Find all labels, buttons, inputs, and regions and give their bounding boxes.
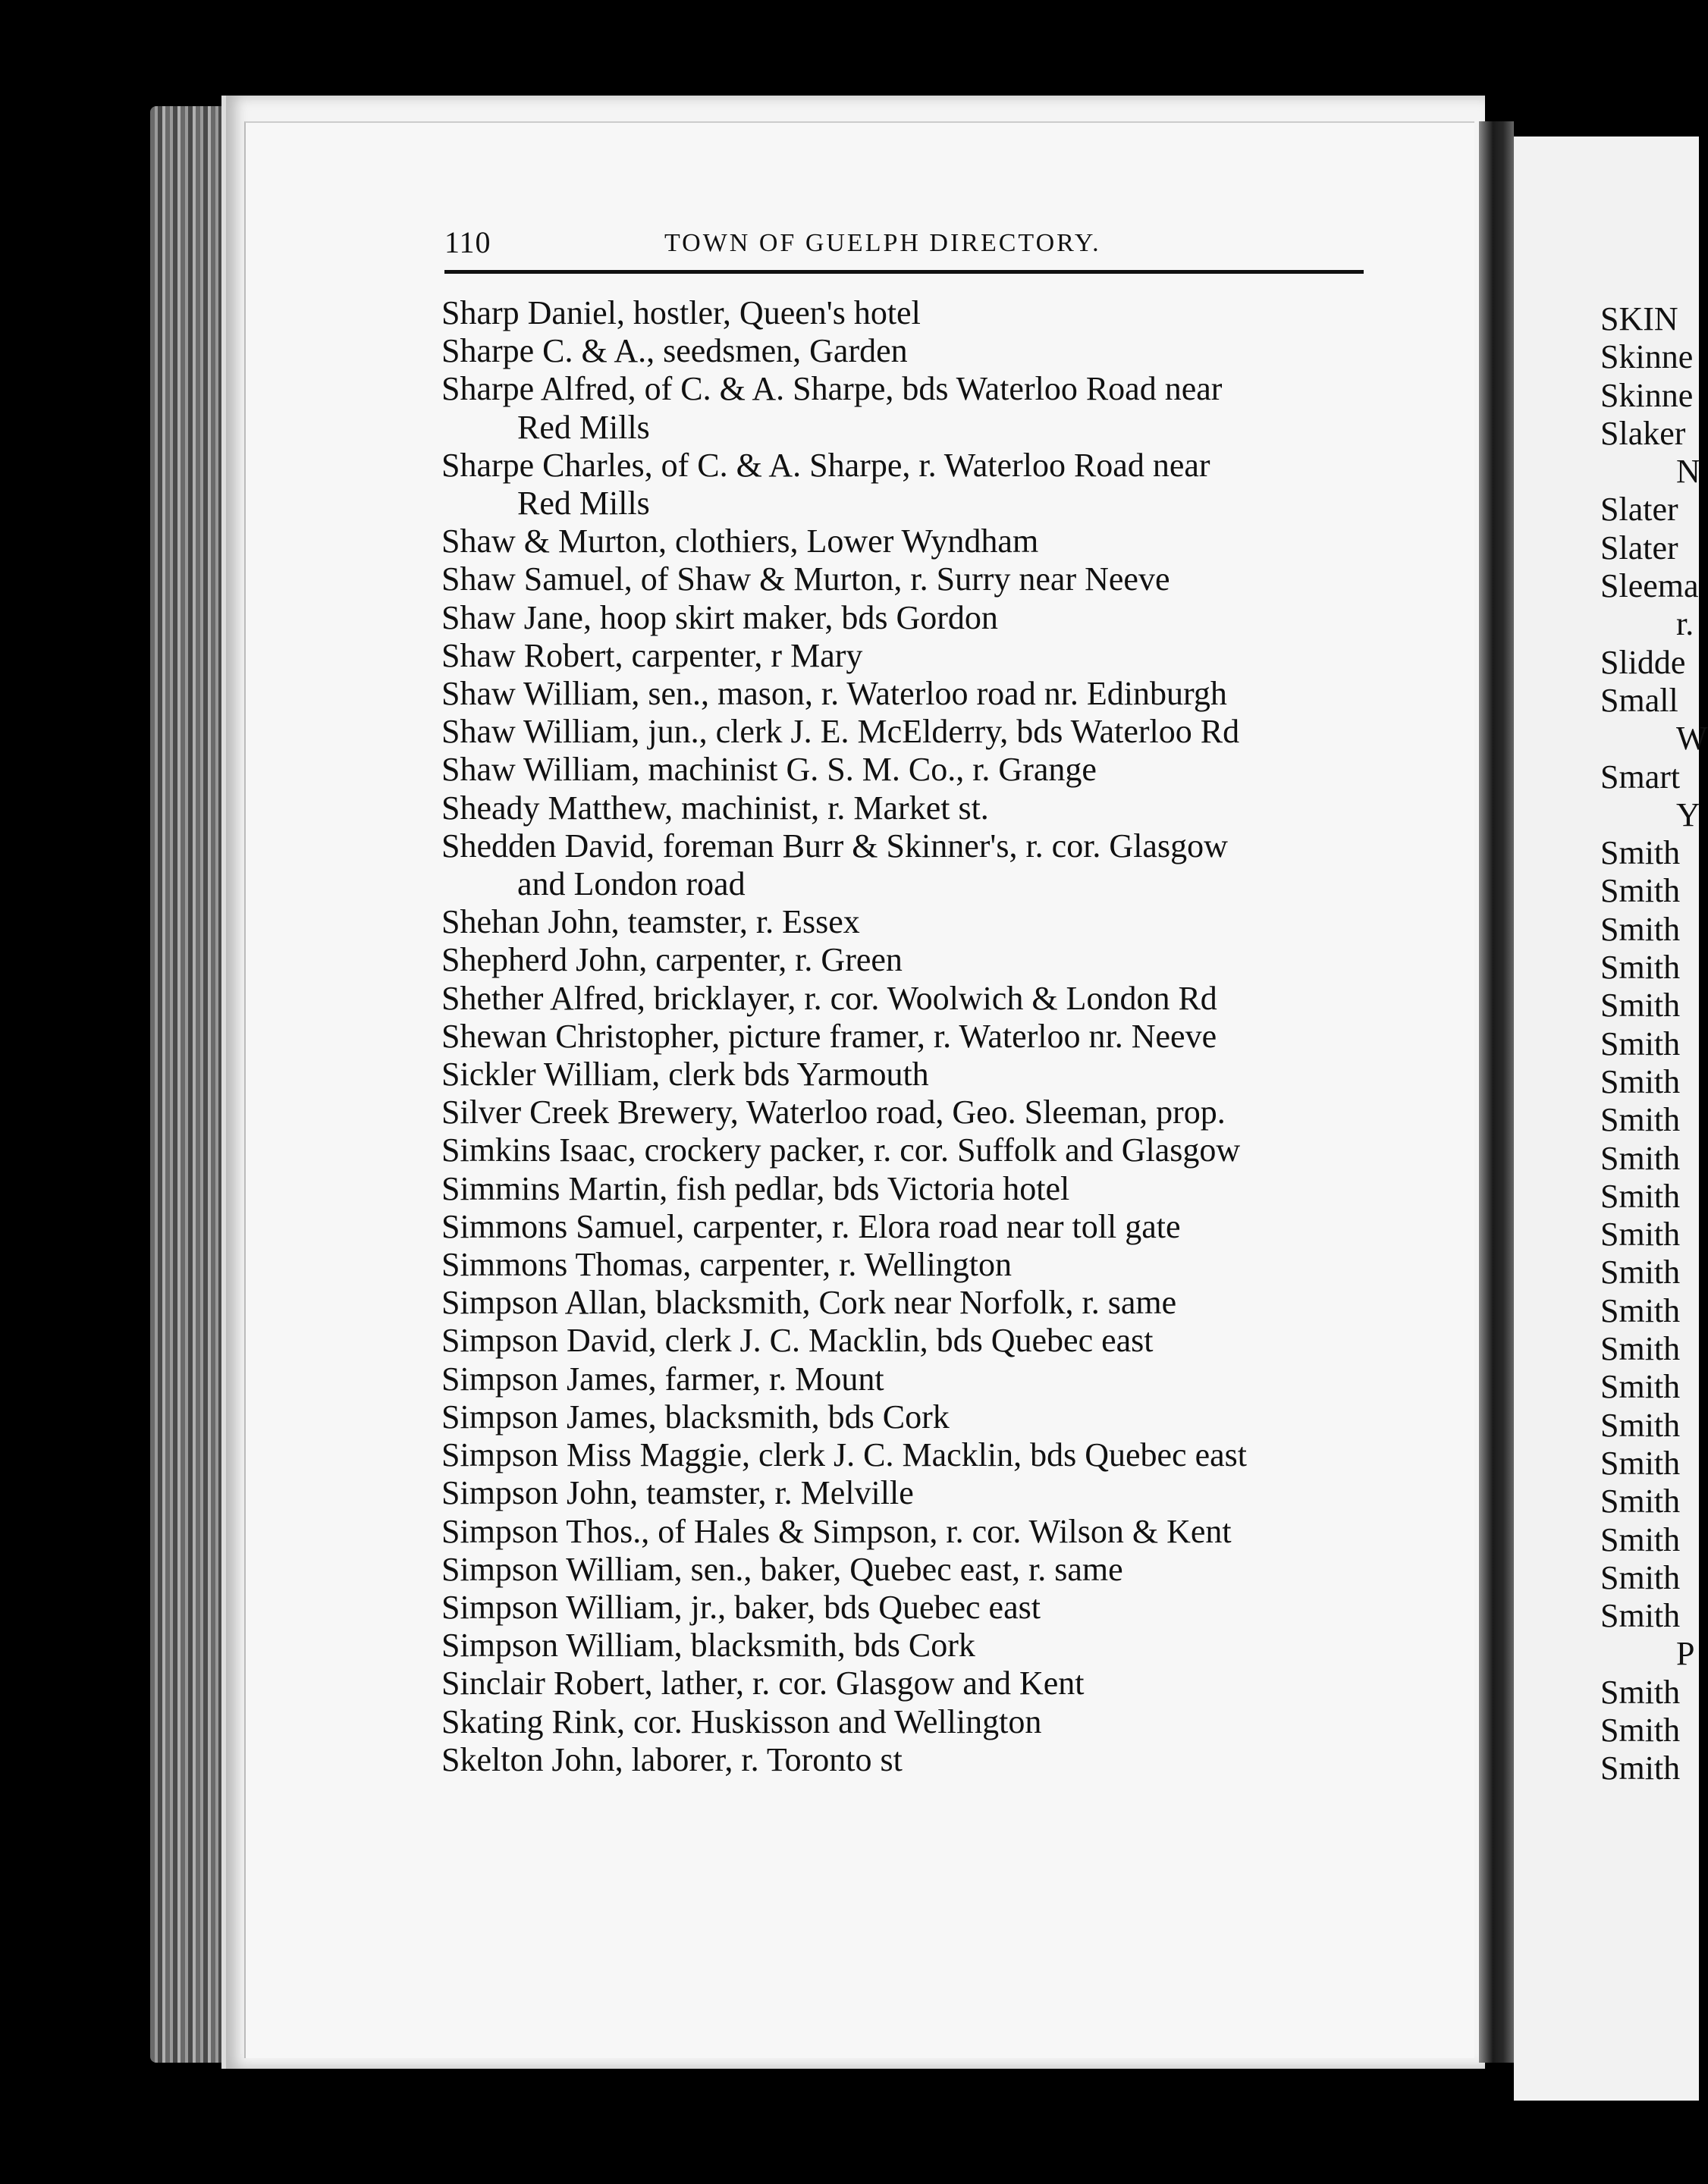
right-page-fragment: Smith: [1600, 1558, 1681, 1596]
page-number: 110: [444, 225, 491, 259]
right-page-fragment: Y: [1676, 795, 1700, 833]
directory-entry: Simpson James, blacksmith, bds Cork: [441, 1398, 950, 1436]
directory-entry: Skating Rink, cor. Huskisson and Wellington: [441, 1702, 1042, 1740]
right-page-fragment: Smith: [1600, 1368, 1681, 1406]
right-page-fragment: Smith: [1600, 1062, 1681, 1100]
right-page-fragment: Smith: [1600, 1444, 1681, 1482]
directory-entry: Simpson William, jr., baker, bds Quebec east: [441, 1588, 1041, 1626]
right-page-fragment: Small: [1600, 681, 1678, 719]
right-page-fragment: Slater: [1600, 491, 1678, 529]
directory-entry: Simpson David, clerk J. C. Macklin, bds Quebec east: [441, 1322, 1154, 1360]
directory-entry: Simmons Samuel, carpenter, r. Elora road near toll gate: [441, 1207, 1181, 1245]
right-page-fragment: N: [1676, 453, 1700, 491]
right-page-fragment: Skinne: [1600, 376, 1694, 414]
directory-entry: Simpson James, farmer, r. Mount: [441, 1360, 884, 1398]
directory-entry: Shaw & Murton, clothiers, Lower Wyndham: [441, 522, 1039, 560]
right-page-fragment: Smith: [1600, 834, 1681, 872]
right-page-fragment: Smith: [1600, 1254, 1681, 1291]
right-page-fragment: Slidde: [1600, 643, 1686, 681]
directory-entry: Shaw Jane, hoop skirt maker, bds Gordon: [441, 598, 998, 636]
running-title: TOWN OF GUELPH DIRECTORY.: [664, 229, 1101, 257]
right-page-fragment: Smith: [1600, 1177, 1681, 1215]
directory-entry: Shedden David, foreman Burr & Skinner's, r. cor. Glasgow: [441, 827, 1228, 864]
directory-entry: Shether Alfred, bricklayer, r. cor. Woolwich & London Rd: [441, 979, 1217, 1017]
right-page-fragment: Smith: [1600, 1025, 1681, 1062]
directory-entry: Sharpe C. & A., seedsmen, Garden: [441, 332, 908, 370]
right-page-fragment: r.: [1676, 605, 1694, 643]
page-header: [444, 224, 1364, 274]
directory-entry: Sinclair Robert, lather, r. cor. Glasgow and Kent: [441, 1665, 1085, 1702]
directory-entry: Shepherd John, carpenter, r. Green: [441, 941, 903, 979]
right-page-fragment: Slaker: [1600, 414, 1686, 452]
directory-entry: Shehan John, teamster, r. Essex: [441, 903, 860, 941]
right-page-fragment: Smith: [1600, 1520, 1681, 1558]
directory-entry: Shaw Robert, carpenter, r Mary: [441, 636, 863, 674]
directory-entry: Simpson John, teamster, r. Melville: [441, 1474, 914, 1512]
right-page-fragment: P: [1676, 1635, 1695, 1673]
directory-entry: Sickler William, clerk bds Yarmouth: [441, 1056, 929, 1094]
directory-entry: Simkins Isaac, crockery packer, r. cor. Suffolk and Glasgow: [441, 1131, 1241, 1169]
right-page-fragment: Smith: [1600, 1139, 1681, 1177]
directory-entry: Sharpe Charles, of C. & A. Sharpe, r. Waterloo Road near: [441, 446, 1210, 484]
right-page-fragment: Smith: [1600, 949, 1681, 987]
right-page-fragment: Smart: [1600, 758, 1681, 795]
directory-entry: Simmons Thomas, carpenter, r. Wellington: [441, 1246, 1012, 1284]
right-page-fragment: Smith: [1600, 1101, 1681, 1139]
directory-entry: Shewan Christopher, picture framer, r. Waterloo nr. Neeve: [441, 1017, 1217, 1055]
directory-entry: Simpson William, blacksmith, bds Cork: [441, 1627, 975, 1665]
directory-entry: Shaw William, sen., mason, r. Waterloo road nr. Edinburgh: [441, 675, 1227, 713]
directory-entry: Simmins Martin, fish pedlar, bds Victoria hotel: [441, 1169, 1070, 1207]
right-page-fragment: Smith: [1600, 1216, 1681, 1254]
directory-entry-continuation: and London road: [517, 865, 746, 903]
right-page-fragment: W: [1676, 720, 1708, 758]
directory-entry: Simpson Allan, blacksmith, Cork near Norfolk, r. same: [441, 1284, 1177, 1322]
directory-entry: Sharp Daniel, hostler, Queen's hotel: [441, 294, 921, 331]
directory-entries: [441, 294, 1367, 1779]
directory-entry-continuation: Red Mills: [517, 485, 650, 522]
right-page-fragments: [1600, 300, 1708, 1788]
right-page-fragment: Smith: [1600, 1711, 1681, 1749]
right-page-fragment: Smith: [1600, 1330, 1681, 1368]
directory-entry: Simpson Miss Maggie, clerk J. C. Macklin, bds Quebec east: [441, 1436, 1247, 1474]
right-page-fragment: Sleema: [1600, 567, 1699, 605]
directory-entry-continuation: Red Mills: [517, 408, 650, 446]
right-page-fragment: Smith: [1600, 910, 1681, 948]
directory-entry: Shaw William, jun., clerk J. E. McElderry, bds Waterloo Rd: [441, 713, 1240, 751]
right-page-fragment: Smith: [1600, 987, 1681, 1025]
book-gutter: [1479, 121, 1514, 2063]
right-page-fragment: Smith: [1600, 1483, 1681, 1520]
right-page-fragment: Smith: [1600, 1597, 1681, 1635]
right-page-fragment: Smith: [1600, 1749, 1681, 1787]
directory-entry: Skelton John, laborer, r. Toronto st: [441, 1740, 903, 1778]
book-page-edges: [150, 106, 226, 2063]
right-page-fragment: SKIN: [1600, 300, 1678, 337]
directory-entry: Sharpe Alfred, of C. & A. Sharpe, bds Waterloo Road near: [441, 370, 1223, 408]
right-page-fragment: Skinne: [1600, 338, 1694, 376]
right-page-fragment: Smith: [1600, 1673, 1681, 1711]
directory-entry: Simpson Thos., of Hales & Simpson, r. cor. Wilson & Kent: [441, 1512, 1232, 1550]
directory-entry: Shaw Samuel, of Shaw & Murton, r. Surry near Neeve: [441, 560, 1170, 598]
directory-entry: Sheady Matthew, machinist, r. Market st.: [441, 789, 989, 827]
right-page-fragment: Smith: [1600, 1291, 1681, 1329]
right-page-fragment: Slater: [1600, 529, 1678, 566]
directory-entry: Shaw William, machinist G. S. M. Co., r. Grange: [441, 751, 1097, 789]
directory-entry: Silver Creek Brewery, Waterloo road, Geo. Sleeman, prop.: [441, 1094, 1226, 1131]
right-page-fragment: Smith: [1600, 1406, 1681, 1444]
right-page-fragment: Smith: [1600, 872, 1681, 910]
directory-entry: Simpson William, sen., baker, Quebec east, r. same: [441, 1550, 1123, 1588]
